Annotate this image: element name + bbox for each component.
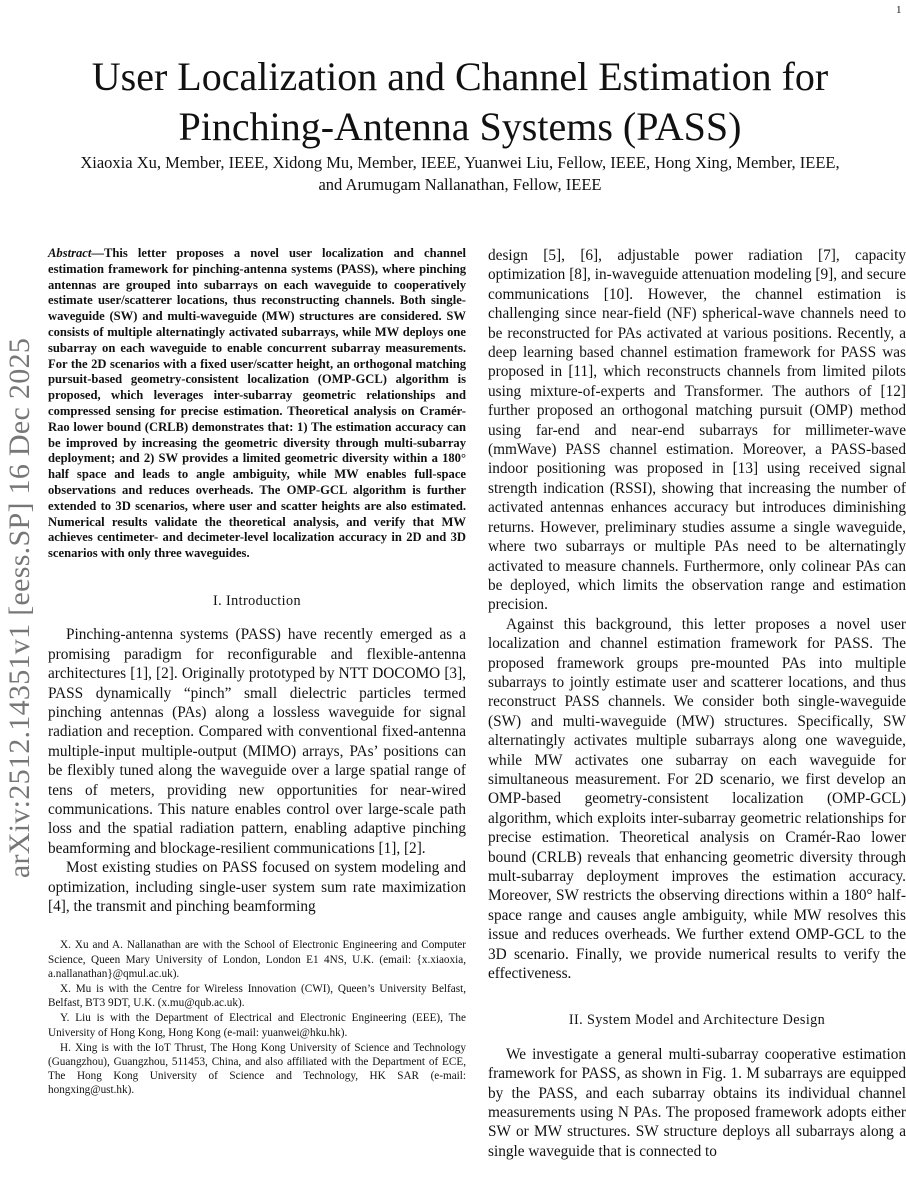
right-column: [488, 246, 906, 1161]
abstract-lead: Abstract: [48, 246, 92, 260]
footnote-2: X. Mu is with the Centre for Wireless Innovation (CWI), Queen’s University Belfast, Belfast, BT3 9DT, U.K. (x.mu@qub.ac.uk).: [48, 983, 466, 1010]
intro-paragraph-2: Most existing studies on PASS focused on system modeling and optimization, including single-user system sum rate maximization [4], the transmit and pinching beamforming: [48, 859, 466, 916]
arxiv-stamp: arXiv:2512.14351v1 [eess.SP] 16 Dec 2025: [3, 337, 36, 879]
footnote-4: H. Xing is with the IoT Thrust, The Hong Kong University of Science and Technology (Guangzhou), Guangzhou, 511453, China, and also affiliated with the Department of ECE, The Hong Kong University of Science and Technology, HK SAR (e-mail: hongxing@ust.hk).: [48, 1041, 466, 1097]
footnote-1: X. Xu and A. Nallanathan are with the School of Electronic Engineering and Computer Science, Queen Mary University of London, London E1 4NS, U.K. (email: {x.xiaoxia, a.nallanathan}@qmul.ac.uk).: [48, 939, 466, 980]
left-column: [48, 246, 466, 1099]
authors-line-1: Xiaoxia Xu, Member, IEEE, Xidong Mu, Member, IEEE, Yuanwei Liu, Fellow, IEEE, Hong Xing, Member, IEEE,: [80, 153, 840, 172]
authors-line-2: and Arumugam Nallanathan, Fellow, IEEE: [318, 175, 602, 194]
page-number: 1: [896, 4, 902, 16]
footnote-3: Y. Liu is with the Department of Electrical and Electronic Engineering (EEE), The University of Hong Kong, Hong Kong (e-mail: yuanwei@hku.hk).: [48, 1012, 466, 1039]
intro-paragraph-1: Pinching-antenna systems (PASS) have recently emerged as a promising paradigm for reconfigurable and flexible-antenna architectures [1], [2]. Originally prototyped by NTT DOCOMO [3], PASS dynamically “pinch” small dielectric particles termed pinching antennas (PAs) along a lossless waveguide for signal radiation and reception. Compared with conventional fixed-antenna multiple-input multiple-output (MIMO) arrays, PAs’ positions can be flexibly tuned along the waveguide over a large spatial range of tens of meters, providing new opportunities for near-wired communications. This nature enables control over large-scale path loss and the spatial radiation pattern, enabling adaptive pinching beamforming and blockage-resilient communications [1], [2].: [48, 626, 466, 857]
footnotes: [48, 938, 466, 1097]
paper-title: User Localization and Channel Estimation for Pinching-Antenna Systems (PASS): [91, 54, 829, 149]
section-2-heading: II. System Model and Architecture Design: [568, 1012, 826, 1029]
right-paragraph-3: We investigate a general multi-subarray cooperative estimation framework for PASS, as shown in Fig. 1. M subarrays are equipped by the PASS, and each subarray obtains its individual channel measurements using N PAs. The proposed framework adopts either SW or MW structures. SW structure deploys all subarrays along a single waveguide that is connected to: [488, 1045, 906, 1160]
right-paragraph-2: Against this background, this letter proposes a novel user localization and channel estimation framework for PASS. The proposed framework groups pre-mounted PAs into multiple subarrays to jointly estimate user and scatterer locations, and thus reconstruct PASS channels. We consider both single-waveguide (SW) and multi-waveguide (MW) structures. Specifically, SW alternatingly activates multiple subarrays along one waveguide, while MW activates one subarray on each waveguide for simultaneous measurement. For 2D scenario, we first develop an OMP-based geometry-consistent localization (OMP-GCL) algorithm, which exploits inter-subarray geometric relationships for precise estimation. Theoretical analysis on Cramér-Rao lower bound (CRLB) reveals that enhancing geometric diversity through mult-subarray deployment improves the estimation accuracy. Moreover, SW restricts the observing directions within a 180° half-space range and causes angle ambiguity, while MW resolves this issue and reduces overheads. We further extend OMP-GCL to the 3D scenario. Finally, we provide numerical results to verify the effectiveness.: [488, 615, 906, 983]
abstract: [48, 246, 466, 562]
author-list: [40, 152, 880, 196]
section-1-heading: I. Introduction: [213, 592, 301, 609]
right-paragraph-1: design [5], [6], adjustable power radiation [7], capacity optimization [8], in-waveguide attenuation modeling [9], and secure communications [10]. However, the channel estimation is challenging since near-field (NF) spherical-wave channels need to be reconstructed for PAs activated at various positions. Recently, a deep learning based channel estimation framework for PASS was proposed in [11], which reconstructs channels from limited pilots using mixture-of-experts and Transformer. The authors of [12] further proposed an orthogonal matching pursuit (OMP) method using far-end and near-end subarrays for millimeter-wave (mmWave) PASS channel estimation. Moreover, a PASS-based indoor positioning was proposed in [13] using received signal strength indication (RSSI), showing that increasing the number of activated antennas enhances accuracy but introduces diminishing returns. However, preliminary studies assume a single waveguide, where two subarrays or multiple PAs need to be alternatingly activated to measure channels. Furthermore, only colinear PAs can be deployed, which limits the observation range and estimation precision.: [488, 247, 906, 614]
abstract-text: —This letter proposes a novel user localization and channel estimation framework for pinching-antenna systems (PASS), where pinching antennas are grouped into subarrays on each waveguide to cooperatively estimate user/scatterer locations, thus reconstructing channels. Both single-waveguide (SW) and multi-waveguide (MW) structures are considered. SW consists of multiple alternatingly activated subarrays, while MW deploys one subarray on each waveguide to enable concurrent subarray measurements. For the 2D scenarios with a fixed user/scatter height, an orthogonal matching pursuit-based geometry-consistent localization (OMP-GCL) algorithm is proposed, which leverages inter-subarray geometric relationships and compressed sensing for precise estimation. Theoretical analysis on Cramér-Rao lower bound (CRLB) demonstrates that: 1) The estimation accuracy can be improved by increasing the geometric diversity through multi-subarray deployment; and 2) SW provides a limited geometric diversity within a 180° half space and leads to angle ambiguity, while MW enables full-space observations and reduces overheads. The OMP-GCL algorithm is further extended to 3D scenarios, where user and scatter heights are also estimated. Numerical results validate the theoretical analysis, and verify that MW achieves centimeter- and decimeter-level localization accuracy in 2D and 3D scenarios with only three waveguides.: [48, 246, 466, 561]
